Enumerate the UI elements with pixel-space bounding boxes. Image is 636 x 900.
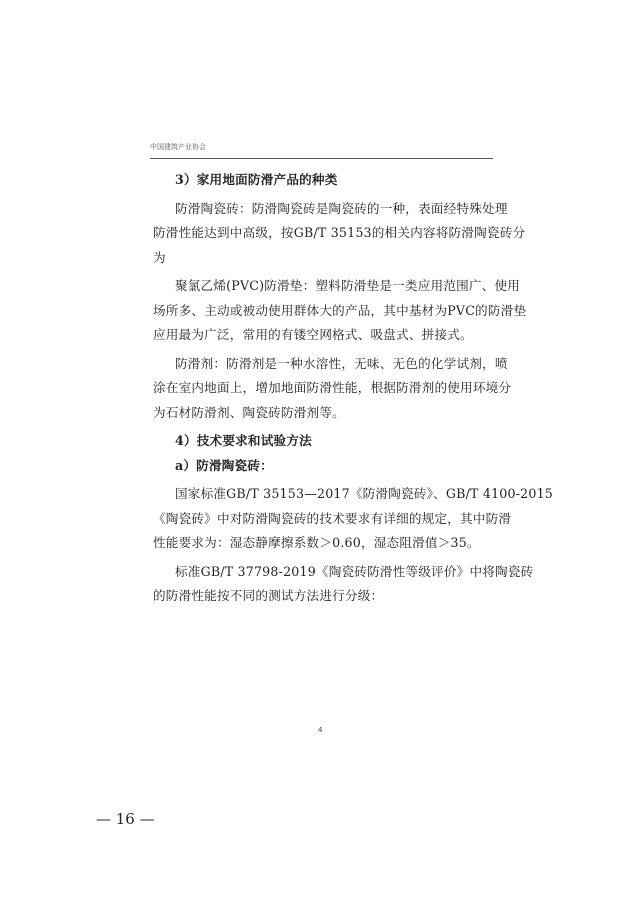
paragraph-line: 性能要求为：湿态静摩擦系数＞0.60，湿态阻滑值＞35。 [153,535,480,550]
paragraph-standard-2 [153,560,534,609]
paragraph-standard-1 [153,482,554,556]
paragraph-line: 国家标准GB/T 35153—2017《防滑陶瓷砖》、GB/T 4100-2015 [175,486,554,501]
running-header: 中国建筑产业协会 [150,143,206,151]
paragraph-line: 标准GB/T 37798-2019《陶瓷砖防滑性等级评价》中将陶瓷砖 [175,563,534,579]
paragraph-ceramic-tile [153,197,526,271]
paragraph-line: 为 [153,249,166,265]
section-4-heading: 4）技术要求和试验方法 [175,433,312,448]
paragraph-line: 《陶瓷砖》中对防滑陶瓷砖的技术要求有详细的规定，其中防滑 [153,510,512,526]
paragraph-anti-slip-agent [153,352,512,426]
paragraph-line: 防滑性能达到中高级，按GB/T 35153的相关内容将防滑陶瓷砖分 [153,225,526,240]
paragraph-line: 涂在室内地面上，增加地面防滑性能，根据防滑剂的使用环境分 [153,380,512,395]
center-mark: 4 [318,726,323,734]
paragraph-line: 场所多、主动或被动使用群体大的产品，其中基材为PVC的防滑垫 [153,302,527,318]
subsection-a-heading: a）防滑陶瓷砖： [175,457,273,473]
paragraph-line: 防滑陶瓷砖：防滑陶瓷砖是陶瓷砖的一种，表面经特殊处理 [175,200,508,216]
paragraph-line: 防滑剂：防滑剂是一种水溶性，无味、无色的化学试剂，喷 [175,355,508,371]
paragraph-line: 的防滑性能按不同的测试方法进行分级： [153,588,384,603]
header-divider [150,158,493,159]
paragraph-line: 应用最为广泛，常用的有镂空网格式、吸盘式、拼接式。 [153,327,473,342]
page-number: — 16 — [96,810,155,828]
section-3-heading: 3）家用地面防滑产品的种类 [175,172,338,187]
paragraph-pvc-mat [153,274,527,348]
paragraph-line: 聚氯乙烯(PVC)防滑垫：塑料防滑垫是一类应用范围广、使用 [175,278,521,293]
page-body [153,168,554,609]
paragraph-line: 为石材防滑剂、陶瓷砖防滑剂等。 [153,404,345,420]
